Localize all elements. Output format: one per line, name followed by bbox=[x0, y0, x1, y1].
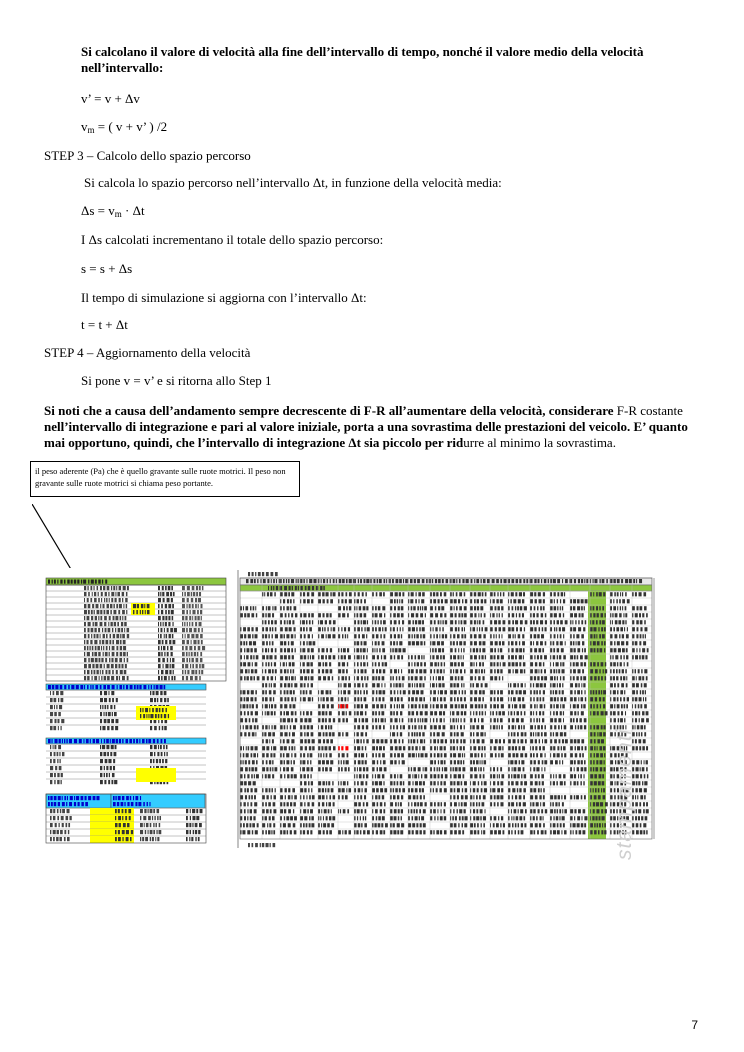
paragraph-line: mai opportuno, quindi, che l’intervallo di integrazione Δt sia piccolo per ridurre al minimo la sovrastima. bbox=[44, 435, 616, 450]
equation-time-update: t = t + Δt bbox=[81, 317, 128, 332]
step-heading: STEP 3 – Calcolo dello spazio percorso bbox=[44, 148, 251, 163]
equation-space-increment: $\Delta s = v_m \cdot \Delta t$ bbox=[81, 203, 145, 219]
text-line: Si calcola lo spazio percorso nell’intervallo Δt, in funzione della velocità media: bbox=[84, 175, 502, 190]
paragraph-line: Si noti che a causa dell’andamento sempre decrescente di F-R all’aumentare della velocità, considerare F-R costante bbox=[44, 403, 683, 418]
paragraph-line: nell’intervallo di integrazione e pari al valore iniziale, porta a una sovrastima delle prestazioni del veicolo. E’ quanto bbox=[44, 419, 688, 434]
equation-space-total: s = s + Δs bbox=[81, 261, 133, 276]
text-line: Si pone v = v’ e si ritorna allo Step 1 bbox=[81, 373, 272, 388]
page-number: 7 bbox=[691, 1018, 698, 1032]
callout-note: il peso aderente (Pa) che è quello gravante sulle ruote motrici. Il peso non gravante sulle ruote motrici si chiama peso portante. bbox=[30, 461, 300, 497]
watermark: stampamenti bbox=[613, 728, 636, 860]
text-line: Il tempo di simulazione si aggiorna con l’intervallo Δt: bbox=[81, 290, 367, 305]
step-heading: STEP 4 – Aggiornamento della velocità bbox=[44, 345, 251, 360]
equation-velocity-update: v’ = v + Δv bbox=[81, 91, 140, 106]
text-line: I Δs calcolati incrementano il totale dello spazio percorso: bbox=[81, 232, 384, 247]
text-line: nell’intervallo: bbox=[81, 60, 164, 75]
equation-mean-velocity: $v_m$ = ( v + v’ ) /2 bbox=[81, 119, 168, 135]
spreadsheet-figure bbox=[40, 568, 662, 853]
text-line: Si calcolano il valore di velocità alla fine dell’intervallo di tempo, nonché il valore medio della velocità bbox=[81, 44, 644, 59]
